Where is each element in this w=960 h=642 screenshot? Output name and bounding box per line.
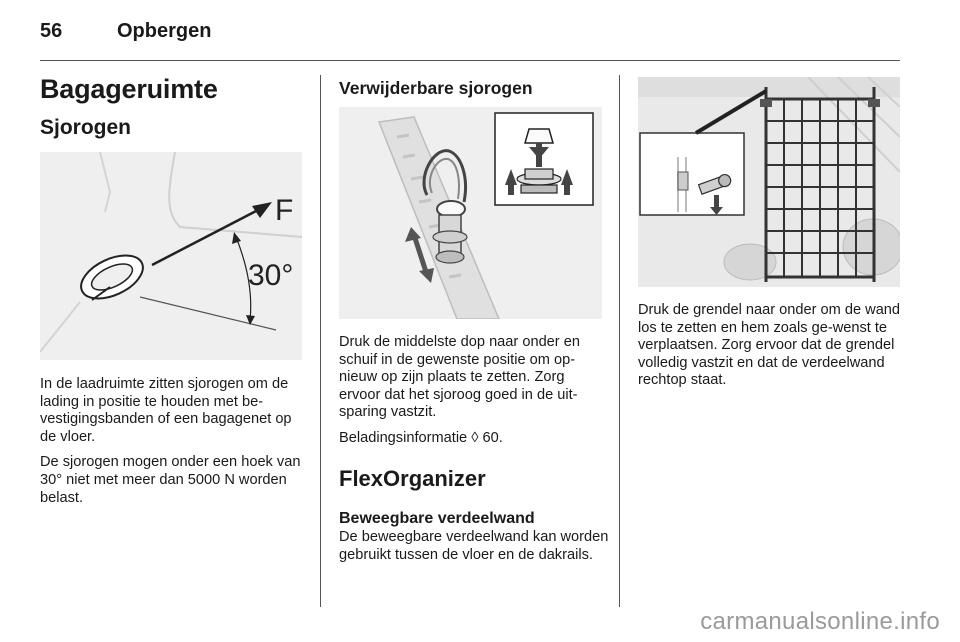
flexorganizer-net-illustration (638, 77, 900, 287)
lashing-eye-illustration (40, 152, 302, 360)
col2-text (339, 334, 609, 456)
heading-removable-eyes: Verwijderbare sjorogen (339, 78, 533, 98)
angle-label: 30° (248, 259, 294, 292)
paragraph-load-limit: De sjorogen mogen onder een hoek van 30° niet met meer dan 5000 N worden belast. (40, 454, 301, 506)
column-divider-1 (320, 75, 321, 607)
header-divider (40, 60, 900, 61)
watermark: carmanualsonline.info (700, 608, 940, 635)
cross-reference[interactable] (339, 430, 609, 448)
heading-movable-divider: Beweegbare verdeelwand (339, 510, 535, 527)
heading-bagageruimte: Bagageruimte (40, 74, 218, 104)
col1-text (40, 376, 310, 515)
paragraph-latch: Druk de grendel naar onder om de wand los te zetten en hem zoals ge-wenst te verplaatsen. Zorg ervoor dat de grendel volledig vastzit en dat de verdeelwand rechtop staat. (638, 302, 901, 389)
xref-arrow-icon: ◊ (471, 429, 479, 446)
column-divider-2 (619, 75, 620, 607)
xref-page: 60. (482, 429, 503, 446)
xref-label: Beladingsinformatie (339, 429, 468, 446)
heading-flexorganizer: FlexOrganizer (339, 466, 486, 491)
section-title: Opbergen (117, 20, 212, 42)
page-number: 56 (40, 20, 63, 42)
paragraph-lashing-eyes: In de laadruimte zitten sjorogen om de lading in positie te houden met be-vestigingsbanden of een bagagenet op de vloer. (40, 376, 292, 445)
force-label: F (275, 194, 294, 227)
removable-eye-illustration (339, 107, 602, 319)
paragraph-movable-divider: De beweegbare verdeelwand kan worden gebruikt tussen de vloer en de dakrails. (339, 529, 609, 563)
heading-sjorogen: Sjorogen (40, 116, 132, 139)
paragraph-removable-eyes: Druk de middelste dop naar onder en schuif in de gewenste positie om op-nieuw op zijn plaats te zetten. Zorg ervoor dat het sjoroog goed in de uit-sparing vastzit. (339, 334, 580, 421)
